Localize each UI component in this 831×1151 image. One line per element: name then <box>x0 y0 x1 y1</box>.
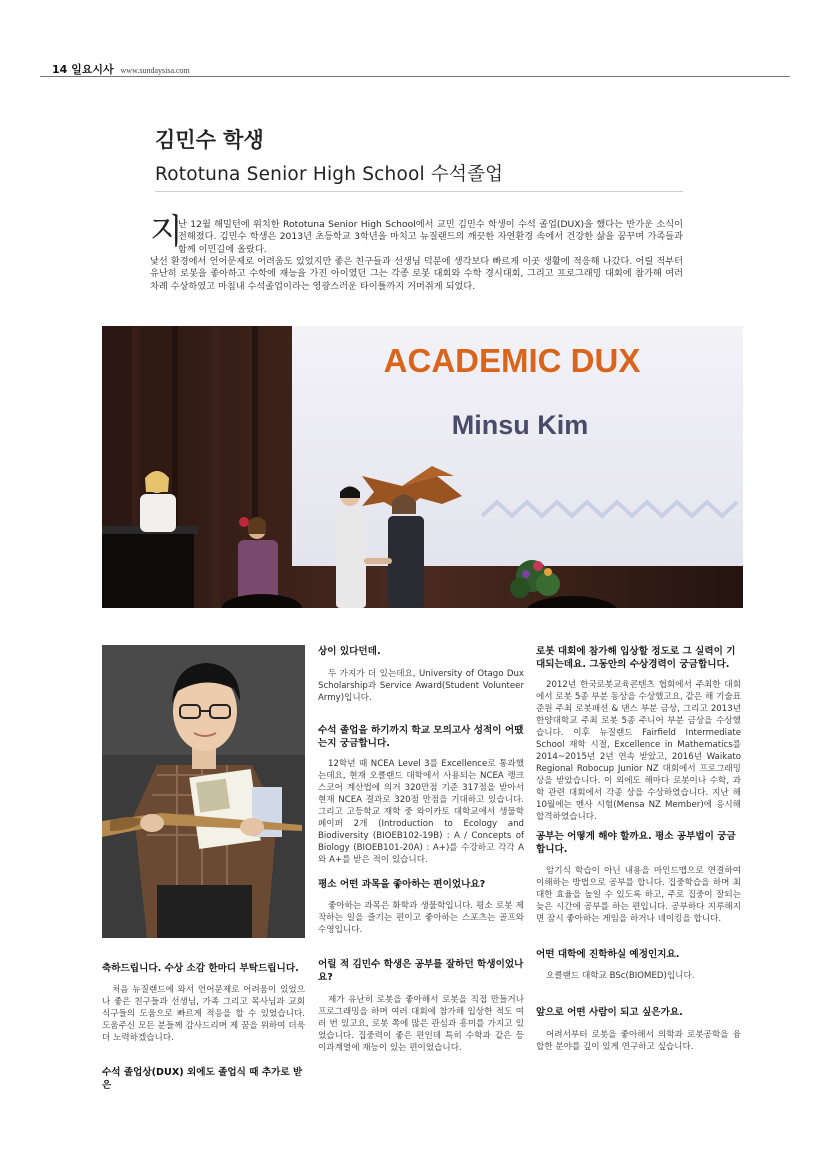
intro-paragraph-end: 낯선 환경에서 언어문제로 어려움도 있었지만 좋은 친구들과 선생님 덕분에 생각보다 빠르게 이곳 생활에 적응해 나갔다. 어릴 적부터 유난히 로봇을 좋아하고 수학에 재능을 가진 아이였던 그는 각종 로봇 대회와 수학 경시대회, 그리고 프로그래밍 대회에 참가해 여러 차례 수상하였고 마침내 수석졸업이라는 영광스러운 타이틀까지 거머쥐게 되었다. <box>150 256 683 292</box>
article-subtitle: Rototuna Senior High School 수석졸업 <box>155 164 504 185</box>
question-9: 앞으로 어떤 사람이 되고 싶은가요. <box>536 1007 683 1018</box>
question-2: 수석 졸업상(DUX) 외에도 졸업식 때 추가로 받은 <box>102 1067 303 1091</box>
answer-9: 어려서부터 로봇을 좋아해서 의학과 로봇공학을 융합한 분야를 깊이 있게 연구하고 싶습니다. <box>536 1030 741 1052</box>
header-divider <box>40 76 790 77</box>
screen-heading: ACADEMIC DUX <box>383 342 641 379</box>
screen-name: Minsu Kim <box>451 410 589 440</box>
question-6: 로봇 대회에 참가해 입상할 정도로 그 실력이 기대되는데요. 그동안의 수상경력이 궁금합니다. <box>536 646 736 670</box>
question-7: 공부는 어떻게 해야 할까요. 평소 공부법이 궁금합니다. <box>536 831 736 855</box>
answer-5: 제가 유난히 로봇을 좋아해서 로봇을 직접 만들거나 프로그래밍을 하며 여러 대회에 참가해 입상한 적도 여러 번 있고요, 로봇 쪽에 많은 관심과 흥미를 가지고 있었습니다. 집중력이 좋은 편인데 특히 수학과 같은 등 이과계열에 재능이 있는 편이었습니다. <box>318 995 524 1053</box>
intro-paragraph-start: 난 12월 해밀턴에 위치한 Rototuna Senior High School에서 교민 김민수 학생이 수석 졸업(DUX)을 했다는 반가운 소식이 전해졌다. 김민수 학생은 2013년 초등학교 3학년을 마치고 뉴질랜드의 깨끗한 자연환경 속에서 건강한 삶을 꿈꾸며 가족들과 함께 이민길에 올랐다. <box>178 219 683 255</box>
section-name: 일요시사 <box>71 63 114 76</box>
page-header <box>52 61 190 77</box>
answer-6: 2012년 한국로봇교육콘텐츠 협회에서 주최한 대회에서 로봇 5종 부분 동상을 수상했고요, 같은 해 기술표준원 주최 로봇패션 & 댄스 부분 금상, 그리고 2013년 한양대학교 주최 로봇 5종 주니어 부분 금상을 수상했습니다. 이후 뉴질랜드 Fairfield Intermediate School 재학 시절, Excellence in Mathematics를 2014~2015년 2년 연속 받았고, 2016년 Waikato Regional Robocup Junior NZ 대회에서 프로그래밍상을 받았습니다. 이 외에도 해마다 로봇이나 수학, 과학 관련 대회에서 각종 상을 수상하였습니다. 지난 해 10월에는 멘사 시험(Mensa NZ Member)에 응시해 합격하였습니다. <box>536 680 741 822</box>
answer-8: 오클랜드 대학교 BSc(BIOMED)입니다. <box>546 971 695 981</box>
question-3: 수석 졸업을 하기까지 학교 모의고사 성적이 어땠는지 궁금합니다. <box>318 725 524 749</box>
article-title: 김민수 학생 <box>155 128 264 152</box>
answer-4: 좋아하는 과목은 화학과 생물학입니다. 평소 로봇 제작하는 일을 즐기는 편이고 좋아하는 스포츠는 골프와 수영입니다. <box>318 901 524 935</box>
question-5: 어릴 적 김민수 학생은 공부를 잘하던 학생이었나요? <box>318 959 524 983</box>
answer-3: 12학년 때 NCEA Level 3를 Excellence로 통과했는데요, 현재 오클랜드 대학에서 사용되는 NCEA 랭크스코어 계산법에 의거 320만점 기준 317점을 받아서 현재 NCEA 결과로 320점 만점을 기대하고 있습니다. 그리고 고등학교 재학 중 와이카토 대학교에서 생물학 페이퍼 2개 (Introduction to Ecology and Biodiversity (BIOEB102-19B) : A / Concepts of Biology (BIOEB101-20A) : A+)를 수강하고 각각 A와 A+를 받은 적이 있습니다. <box>318 759 524 865</box>
question-2-continued: 상이 있다던데. <box>318 646 381 657</box>
question-8: 어떤 대학에 진학하실 예정인지요. <box>536 949 680 960</box>
page-number: 14 <box>52 63 68 76</box>
title-divider <box>155 191 683 192</box>
answer-2: 두 가지가 더 있는데요, University of Otago Dux Scholarship과 Service Award(Student Volunteer Army)입니다. <box>318 669 524 703</box>
answer-7: 암기식 학습이 아닌 내용을 마인드맵으로 연결하여 이해하는 방법으로 공부를 합니다. 집중학습을 하며 최대한 효율을 높일 수 있도록 하고, 주로 집중이 잘되는 늦은 시간에 공부를 하는 편입니다. 공부하다 지루해지면 잠시 좋아하는 게임을 하거나 네이킹을 합니다. <box>536 866 741 924</box>
site-url: www.sundaysisa.com <box>120 66 190 75</box>
answer-1: 처음 뉴질랜드에 와서 언어문제로 어려움이 있었으나 좋은 친구들과 선생님, 가족 그리고 목사님과 교회 식구들의 도움으로 빠르게 적응을 할 수 있었습니다. 도움주신 모든 분들께 감사드리며 제 꿈을 위하여 더욱 더 노력하겠습니다. <box>102 985 305 1043</box>
drop-cap: 지 <box>150 212 183 252</box>
question-1: 축하드립니다. 수상 소감 한마디 부탁드립니다. <box>102 963 299 974</box>
question-4: 평소 어떤 과목을 좋아하는 편이었나요? <box>318 879 486 890</box>
student-portrait-photo <box>102 645 305 938</box>
award-ceremony-photo <box>102 326 743 608</box>
